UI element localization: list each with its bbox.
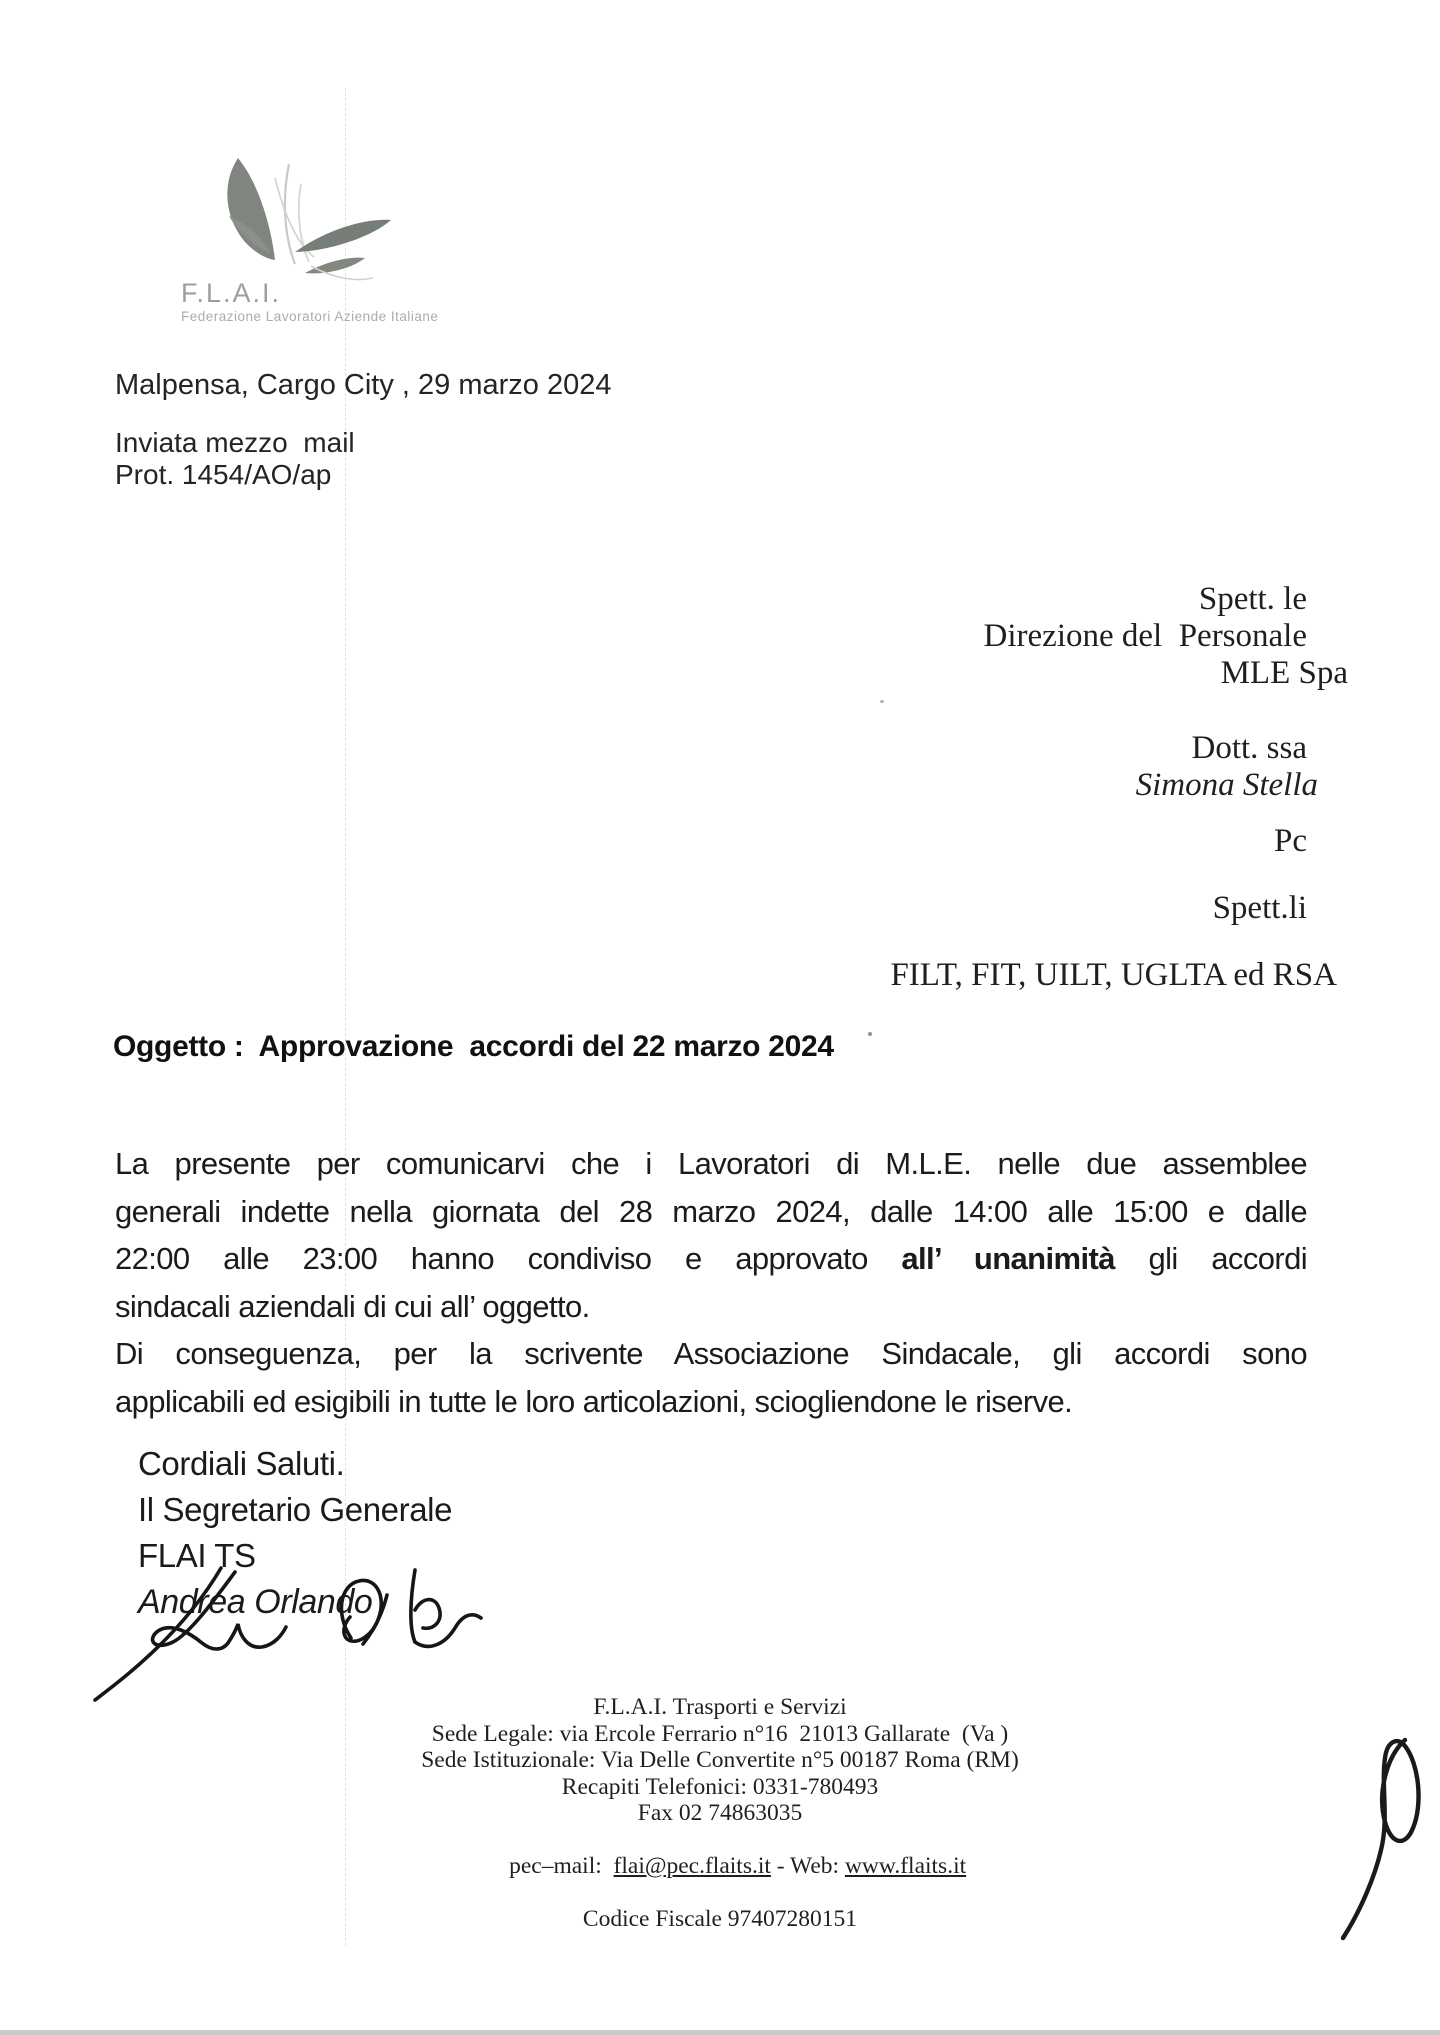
handwritten-signature: [85, 1558, 485, 1710]
body-line: La presente per comunicarvi che i Lavoratori di M.L.E. nelle due assemblee: [115, 1146, 1307, 1181]
footer-phone-line: Recapiti Telefonici: 0331-780493: [561, 1773, 879, 1800]
footer-institutional-address: Sede Istituzionale: Via Delle Convertite n°5 00187 Roma (RM): [421, 1747, 1019, 1773]
flai-logo-tagline: Federazione Lavoratori Aziende Italiane: [181, 309, 439, 324]
letter-body: [115, 1140, 1307, 1425]
flai-logo-icon: [183, 156, 395, 294]
body-line: sindacali aziendali di cui all’ oggetto.: [115, 1288, 590, 1324]
footer-legal-address: Sede Legale: via Ercole Ferrario n°16 21013 Gallarate (Va ): [431, 1720, 1009, 1747]
recipient-department: Direzione del Personale: [983, 618, 1307, 654]
website-link: www.flaits.it: [844, 1853, 967, 1879]
footer-fax-line: Fax 02 74863035: [637, 1800, 803, 1826]
body-line: generali indette nella giornata del 28 marzo 2024, dalle 14:00 alle 15:00 e dalle: [115, 1193, 1307, 1229]
signer-role: Il Segretario Generale: [138, 1491, 453, 1528]
footer-contact-line: [75, 1827, 1365, 1907]
scan-speck: [880, 700, 884, 703]
body-text: 22:00 alle 23:00 hanno condiviso e approvato: [115, 1241, 868, 1276]
body-line: [115, 1235, 1307, 1283]
body-text: gli accordi: [1148, 1241, 1308, 1276]
recipient-block: [890, 581, 1348, 994]
place-date-line: Malpensa, Cargo City , 29 marzo 2024: [115, 369, 612, 401]
cc-salutation: Spett.li: [1212, 890, 1307, 926]
attention-name: Simona Stella: [1135, 767, 1318, 803]
signer-org: FLAI TS: [138, 1537, 256, 1574]
body-line: Di conseguenza, per la scrivente Associazione Sindacale, gli accordi sono: [115, 1336, 1307, 1371]
attention-title: Dott. ssa: [1191, 730, 1307, 766]
signer-name: Andrea Orlando: [138, 1583, 373, 1621]
recipient-salutation: Spett. le: [1198, 581, 1307, 617]
pec-label: pec–mail:: [509, 1853, 614, 1879]
recipient-company: MLE Spa: [1220, 655, 1348, 691]
closing-salutation: Cordiali Saluti.: [138, 1445, 345, 1482]
delivery-method-line: Inviata mezzo mail: [115, 427, 355, 458]
scan-bottom-edge: [0, 2030, 1440, 2035]
cc-unions-line: FILT, FIT, UILT, UGLTA ed RSA: [890, 957, 1337, 993]
letterhead-footer: [75, 1694, 1365, 1933]
pec-email-link: flai@pec.flaits.it: [613, 1853, 771, 1879]
cc-label: Pc: [1274, 823, 1307, 859]
footer-fiscal-code: Codice Fiscale 97407280151: [582, 1906, 858, 1932]
body-line: applicabili ed esigibili in tutte le loro articolazioni, sciogliendone le riserve.: [115, 1383, 1073, 1419]
web-label: - Web:: [770, 1853, 845, 1879]
flai-logo-acronym: F.L.A.I.: [181, 278, 282, 308]
footer-org-line: F.L.A.I. Trasporti e Servizi: [593, 1694, 847, 1720]
scan-speck: [868, 1032, 872, 1036]
subject-line: Oggetto : Approvazione accordi del 22 marzo 2024: [113, 1030, 834, 1063]
body-text-bold: all’ unanimità: [901, 1241, 1115, 1276]
protocol-number-line: Prot. 1454/AO/ap: [115, 459, 332, 490]
